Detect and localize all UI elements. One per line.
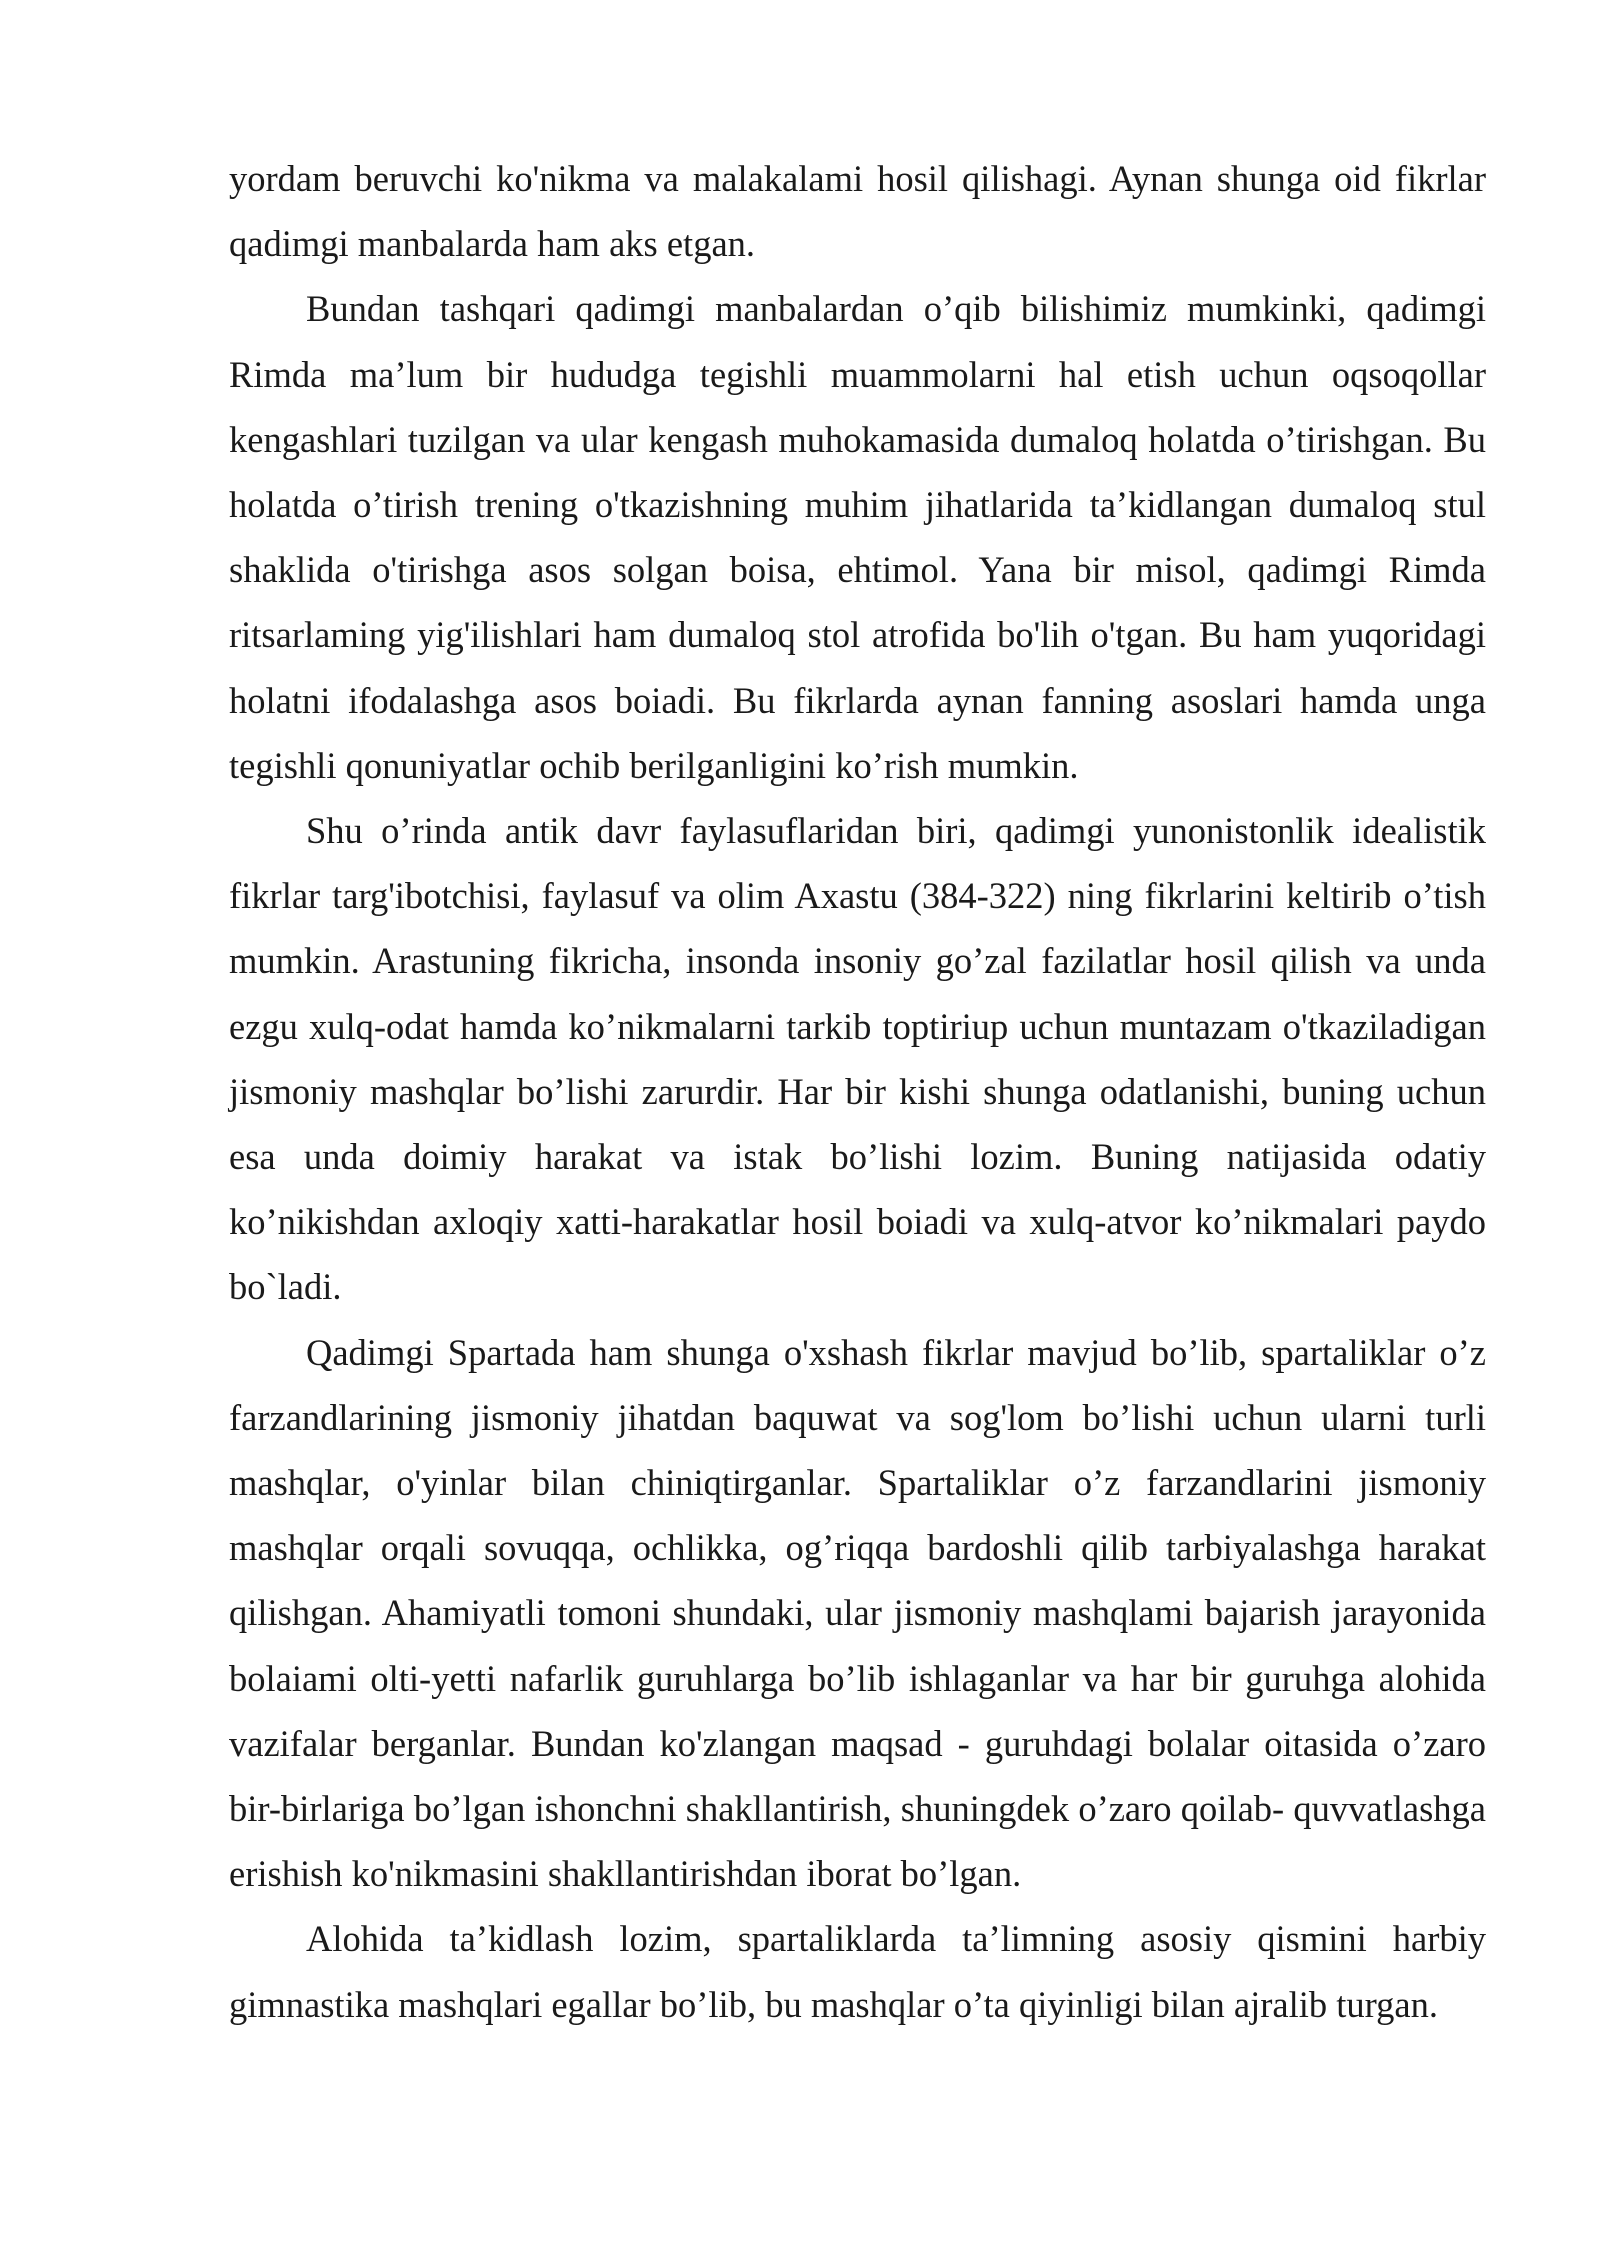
paragraph-continuation: yordam beruvchi ko'nikma va malakalami hosil qilishagi. Aynan shunga oid fikrlar qadimgi manbalarda ham aks etgan.	[229, 158, 1486, 265]
paragraph-ancient-rome: Bundan tashqari qadimgi manbalardan o’qib bilishimiz mumkinki, qadimgi Rimda ma’lum bir hududga tegishli muammolarni hal etish uchun oqsoqollar kengashlari tuzilgan va ular kengash muhokamasida dumaloq holatda o’tirishgan. Bu holatda o’tirish trening o'tkazishning muhim jihatlarida ta’kidlangan dumaloq stul shaklida o'tirishga asos solgan boisa, ehtimol. Yana bir misol, qadimgi Rimda ritsarlaming yig'ilishlari ham dumaloq stol atrofida bo'lih o'tgan. Bu ham yuqoridagi holatni ifodalashga asos boiadi. Bu fikrlarda aynan fanning asoslari hamda unga tegishli qonuniyatlar ochib berilganligini ko’rish mumkin.	[229, 288, 1486, 786]
paragraph-sparta: Qadimgi Spartada ham shunga o'xshash fikrlar mavjud bo’lib, spartaliklar o’z farzandlarining jismoniy jihatdan baquwat va sog'lom bo’lishi uchun ularni turli mashqlar, o'yinlar bilan chiniqtirganlar. Spartaliklar o’z farzandlarini jismoniy mashqlar orqali sovuqqa, ochlikka, og’riqqa bardoshli qilib tarbiyalashga harakat qilishgan. Ahamiyatli tomoni shundaki, ular jismoniy mashqlami bajarish jarayonida bolaiami olti-yetti nafarlik guruhlarga bo’lib ishlaganlar va har bir guruhga alohida vazifalar berganlar. Bundan ko'zlangan maqsad - guruhdagi bolalar oitasida o’zaro bir-birlariga bo’lgan ishonchni shakllantirish, shuningdek o’zaro qoilab- quvvatlashga erishish ko'nikmasini shakllantirishdan iborat bo’lgan.	[229, 1331, 1486, 1895]
paragraph-aristotle: Shu o’rinda antik davr faylasuflaridan biri, qadimgi yunonistonlik idealistik fikrlar targ'ibotchisi, faylasuf va olim Axastu (384-322) ning fikrlarini keltirib o’tish mumkin. Arastuning fikricha, insonda insoniy go’zal fazilatlar hosil qilish va unda ezgu xulq-odat hamda ko’nikmalarni tarkib toptiriup uchun muntazam o'tkaziladigan jismoniy mashqlar bo’lishi zarurdir. Har bir kishi shunga odatlanishi, buning uchun esa unda doimiy harakat va istak bo’lishi lozim. Buning natijasida odatiy ko’nikishdan axloqiy xatti-harakatlar hosil boiadi va xulq-atvor ko’nikmalari paydo bo`ladi.	[229, 810, 1486, 1308]
document-page	[229, 146, 1486, 2037]
paragraph-sparta-gymnastics: Alohida ta’kidlash lozim, spartaliklarda ta’limning asosiy qismini harbiy gimnastika mashqlari egallar bo’lib, bu mashqlar o’ta qiyinligi bilan ajralib turgan.	[229, 1918, 1486, 2025]
